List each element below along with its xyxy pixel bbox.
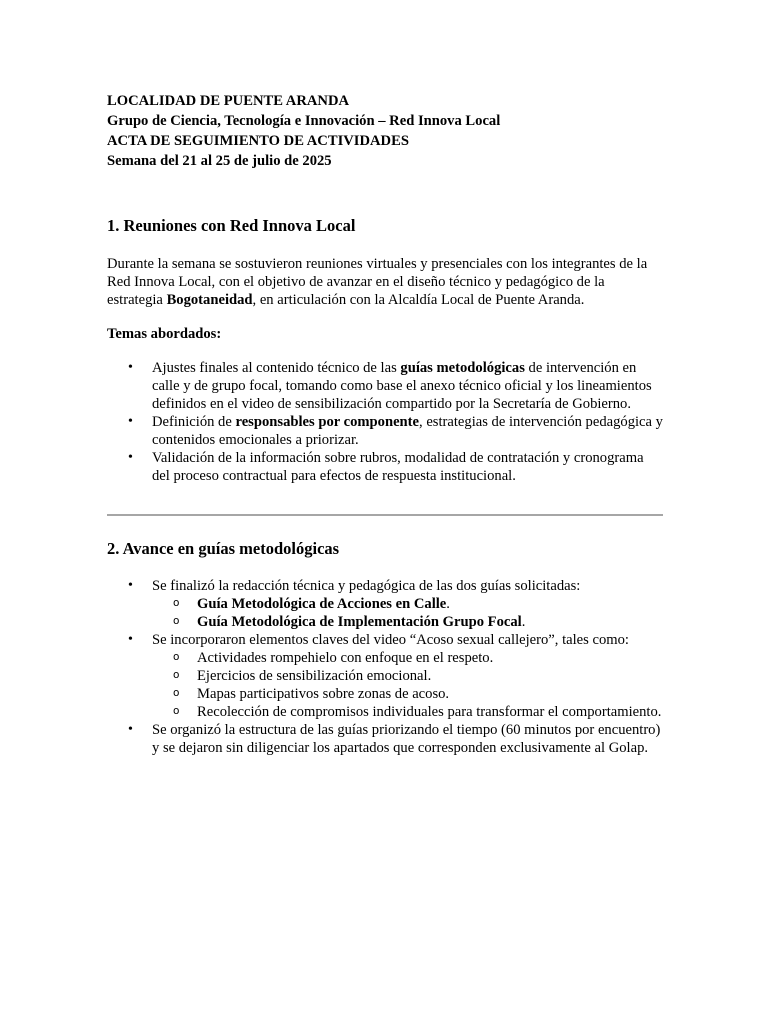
- header-locality: LOCALIDAD DE PUENTE ARANDA: [107, 93, 350, 109]
- sub-list-item: [152, 595, 663, 613]
- list-item-text: , estrategias de intervención pedagógica y contenidos emocionales a priorizar.: [152, 414, 663, 448]
- document-header: [107, 91, 663, 171]
- list-item-text: Ajustes finales al contenido técnico de las: [152, 360, 401, 376]
- list-item-text: Validación de la información sobre rubros, modalidad de contratación y cronograma del proceso contractual para efectos de respuesta institucional.: [152, 450, 644, 484]
- section-divider: [107, 514, 663, 516]
- list-item-text: Se incorporaron elementos claves del video “Acoso sexual callejero”, tales como:: [152, 632, 629, 648]
- list-item: [107, 359, 663, 413]
- list-item: [107, 449, 663, 485]
- header-week: Semana del 21 al 25 de julio de 2025: [107, 153, 332, 169]
- intro-text-a: Durante la semana se sostuvieron reuniones virtuales y presenciales con los integrantes de la Red Innova Local, con el objetivo de avanzar en el diseño técnico y pedagógico de la estrategia: [107, 256, 648, 308]
- list-item: [107, 577, 663, 631]
- sub-list-item-bold: Guía Metodológica de Acciones en Calle: [197, 596, 447, 612]
- header-act-title: ACTA DE SEGUIMIENTO DE ACTIVIDADES: [107, 133, 409, 149]
- list-item: [107, 631, 663, 721]
- document-page: [107, 91, 663, 757]
- topics-label: Temas abordados:: [107, 326, 222, 342]
- list-item: [107, 721, 663, 757]
- header-group: Grupo de Ciencia, Tecnología e Innovación – Red Innova Local: [107, 113, 501, 129]
- list-item-text: Se finalizó la redacción técnica y pedagógica de las dos guías solicitadas:: [152, 578, 581, 594]
- section-2-title: 2. Avance en guías metodológicas: [107, 539, 340, 558]
- list-item-bold: responsables por componente: [235, 414, 420, 430]
- section-1-title: 1. Reuniones con Red Innova Local: [107, 216, 356, 235]
- list-item-text: de intervención en calle y de grupo focal, tomando como base el anexo técnico oficial y los lineamientos definidos en el video de sensibilización compartido por la Secretaría de Gobierno.: [152, 360, 652, 412]
- list-item-text: Se organizó la estructura de las guías priorizando el tiempo (60 minutos por encuentro) y se dejaron sin diligenciar los apartados que corresponden exclusivamente al Golap.: [152, 722, 661, 756]
- sub-list-item-bold: Guía Metodológica de Implementación Grupo Focal: [197, 614, 522, 630]
- sub-list-item: o Recolección de compromisos individuales para transformar el comportamiento.: [152, 703, 663, 721]
- intro-text-c: , en articulación con la Alcaldía Local de Puente Aranda.: [252, 292, 585, 308]
- sub-list-item: o Ejercicios de sensibilización emocional.: [152, 667, 663, 685]
- sub-list-item: o Mapas participativos sobre zonas de acoso.: [152, 685, 663, 703]
- list-item: [107, 413, 663, 449]
- intro-text-bold: Bogotaneidad: [166, 292, 253, 308]
- list-item-text: Definición de: [152, 414, 236, 430]
- section-1-intro: [107, 255, 663, 309]
- sub-list-item: o Actividades rompehielo con enfoque en el respeto.: [152, 649, 663, 667]
- sub-list: [152, 595, 663, 631]
- progress-list: [107, 577, 663, 757]
- sub-list-item: [152, 613, 663, 631]
- sub-list: [152, 649, 663, 721]
- sub-list-item-end: .: [521, 614, 526, 630]
- topics-list: [107, 359, 663, 485]
- list-item-bold: guías metodológicas: [400, 360, 525, 376]
- sub-list-item-end: .: [446, 596, 450, 612]
